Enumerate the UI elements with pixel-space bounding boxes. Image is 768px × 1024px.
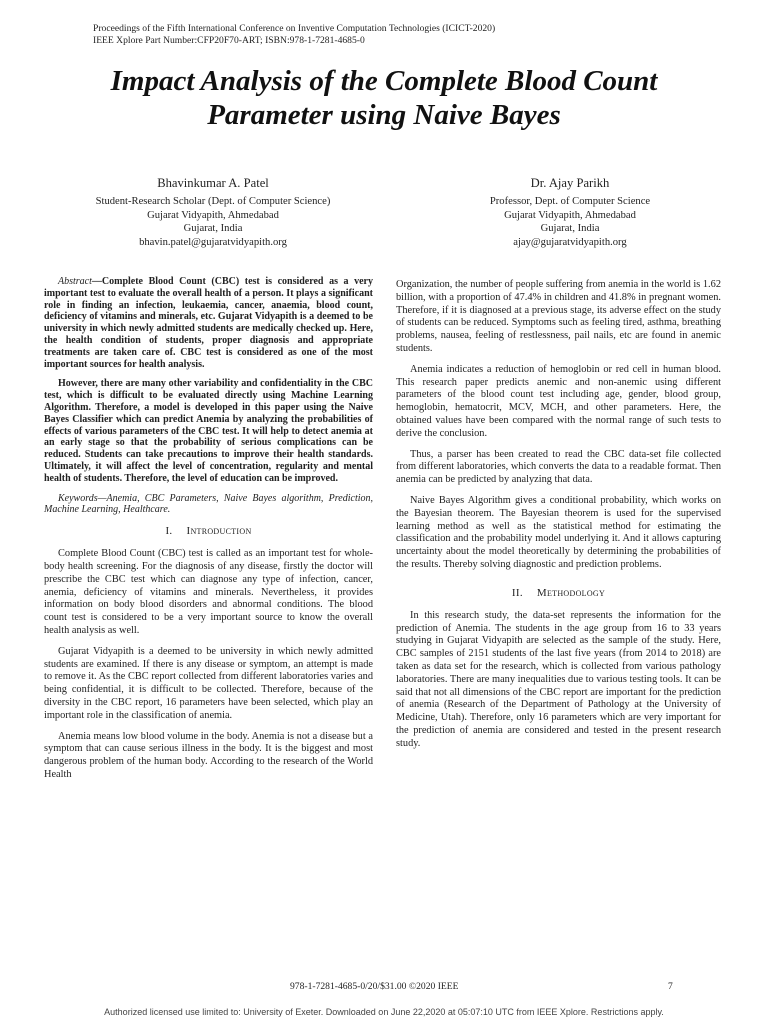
- methodology-paragraph-1: In this research study, the data-set represents the information for the prediction of Anemia. The students in the age group from 16 to 33 years studying in Gujarat Vidyapith are selected as the sample of the study. Here, CBC samples of 2151 students of the last five years (from 2014 to 2018) are taken as data set for the research, which is collected from various pathology laboratories. There are many inequalities due to various testing tools. It can be said that not all dimensions of the CBC report are important for the prediction of anemia (Research of the Department of Pathology at the University of Medicine, Utah). Therefore, only 16 parameters which are very important for the prediction of anemia are considered and tested in the present research study.: [396, 609, 721, 749]
- proceedings-line: Proceedings of the Fifth International Conference on Inventive Computation Technologies (ICICT-2020): [93, 23, 496, 34]
- author-location: Gujarat, India: [540, 223, 600, 235]
- author-role: Student-Research Scholar (Dept. of Computer Science): [95, 196, 331, 207]
- intro-paragraph-3: Anemia means low blood volume in the body. Anemia is not a disease but a symptom that can cause serious illness in the body. It is the biggest and most dangerous problem of the human body. According to the research of the World Health: [44, 730, 373, 780]
- intro-paragraph-4: Anemia indicates a reduction of hemoglobin or red cell in human blood. This research paper predicts anemic and non-anemic using different parameters of the blood count test including age, gender, blood group, hemoglobin, hematocrit, MCV, MCH, and other parameters. Here, the obtained values have been compared with the normal range of such tests to derive the conclusion.: [396, 363, 721, 439]
- author-email[interactable]: ajay@gujaratvidyapith.org: [513, 236, 627, 248]
- intro-paragraph-1: Complete Blood Count (CBC) test is called as an important test for whole-body health screening. For the diagnosis of any disease, firstly the doctor will prescribe the CBC test which can diagnose any type of infection, cancer, anemia, deficiency of vitamins and minerals. Nevertheless, it provides information on body blood disorders and abnormal conditions. The blood count test is considered to be a very important source to know the overall health analysis as well.: [44, 548, 373, 636]
- author-location: Gujarat, India: [183, 223, 243, 235]
- section-title: Methodology: [536, 586, 606, 599]
- keywords: Keywords—Anemia, CBC Parameters, Naive Bayes algorithm, Prediction, Machine Learning, Healthcare.: [44, 492, 373, 516]
- author-name: Bhavinkumar A. Patel: [157, 176, 269, 190]
- author-role: Professor, Dept. of Computer Science: [489, 196, 651, 207]
- left-column: [44, 276, 373, 790]
- section-number: II.: [511, 586, 523, 599]
- license-notice: Authorized licensed use limited to: University of Exeter. Downloaded on June 22,2020 at 05:07:10 UTC from IEEE Xplore. Restrictions apply.: [104, 1007, 664, 1017]
- right-column: [396, 279, 721, 759]
- intro-paragraph-6: Naive Bayes Algorithm gives a conditional probability, which works on the Bayesian theorem. The Bayesian theorem is used for the supervised learning method as well as the statistical method for estimating the classification and the probability model underlying it. And it allows capturing uncertainty about the model theoretically by determining the probabilities of the results. Thereby solving diagnostic and prediction problems.: [396, 494, 721, 570]
- abstract-paragraph-1: [44, 276, 373, 370]
- abstract-label: Abstract: [58, 276, 92, 287]
- author-name: Dr. Ajay Parikh: [530, 176, 610, 190]
- author-org: Gujarat Vidyapith, Ahmedabad: [504, 209, 636, 221]
- author-block-2: [405, 175, 735, 249]
- footer-isbn: 978-1-7281-4685-0/20/$31.00 ©2020 IEEE: [290, 981, 459, 992]
- section-heading-introduction: [44, 524, 373, 538]
- title-line-1: Impact Analysis of the Complete Blood Count: [110, 65, 658, 97]
- author-block-1: [40, 175, 386, 249]
- author-email[interactable]: bhavin.patel@gujaratvidyapith.org: [139, 236, 287, 248]
- part-number-line: IEEE Xplore Part Number:CFP20F70-ART; ISBN:978-1-7281-4685-0: [93, 35, 365, 46]
- intro-paragraph-2: Gujarat Vidyapith is a deemed to be university in which newly admitted students are examined. If there is any disease or symptom, an attempt is made to remove it. As the CBC report collected from different laboratories varies and being confidential, it is difficult to be collected. Therefore, because of the diversity in the CBC report, 16 parameters have been selected, which play an important role in the classification of anemia.: [44, 645, 373, 721]
- intro-paragraph-continued: Organization, the number of people suffering from anemia in the world is 1.62 billion, with a proportion of 47.4% in children and 41.8% in pregnant women. Therefore, if it is diagnosed at a previous stage, its adverse effect on the study of students can be reduced. Symptoms such as feeling tired, asthma, breathing problems, nausea, feeling of restlessness, pail nails, etc are found in anemic students.: [396, 279, 721, 354]
- section-heading-methodology: [396, 586, 721, 600]
- section-number: I.: [165, 525, 173, 538]
- paper-title: [40, 64, 728, 132]
- intro-paragraph-5: Thus, a parser has been created to read the CBC data-set file collected from different laboratories, which converts the data to a readable format. Then anemia can be predicted by analyzing that data.: [396, 448, 721, 486]
- section-title: Introduction: [186, 525, 252, 538]
- author-org: Gujarat Vidyapith, Ahmedabad: [147, 209, 279, 221]
- proceedings-header: [93, 23, 495, 47]
- abstract-text-1: —Complete Blood Count (CBC) test is considered as a very important test to evaluate the overall health of a person. It plays a significant role in finding an infection, leukaemia, cancer, anaemia, blood count, deficiency of vitamins and minerals, etc. Gujarat Vidyapith is a deemed to be university in which newly admitted students are medically checked up. Here, the health condition of students, proper diagnosis and appropriate treatments are taken care of. CBC test is considered as one of the most important sources for health analysis.: [44, 276, 373, 370]
- page-number: 7: [668, 981, 673, 992]
- title-line-2: Parameter using Naive Bayes: [207, 99, 561, 131]
- abstract-paragraph-2: However, there are many other variability and confidentiality in the CBC test, which is difficult to be evaluated directly using Machine Learning Algorithm. Therefore, a model is developed in this paper using the Naive Bayes Classifier which can predict Anemia by analyzing the probabilities of effects of various parameters of the CBC test. It will help to detect anemia at an early stage so that the probability of serious complications can be reduced. Students can take precautions to improve their health standards. Ultimately, it will affect the level of concentration, regularity and mental health of students. Therefore, the level of education can be improved.: [44, 378, 373, 484]
